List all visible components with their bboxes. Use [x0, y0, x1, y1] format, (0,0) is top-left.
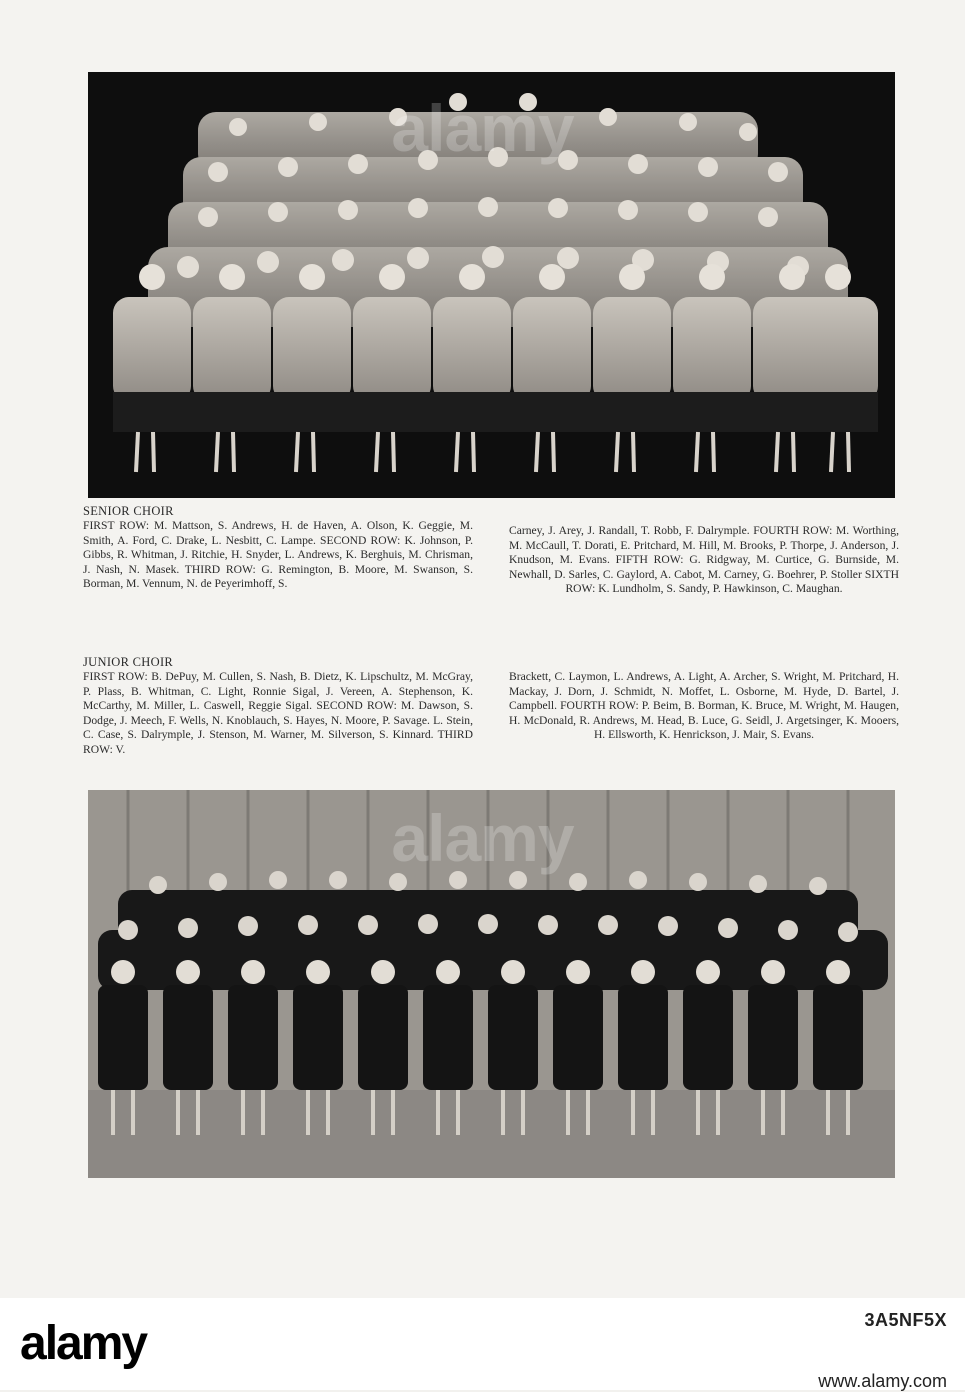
senior-choir-heading: SENIOR CHOIR — [83, 504, 174, 518]
junior-choir-photo — [88, 790, 895, 1178]
alamy-logo: alamy — [20, 1317, 147, 1370]
image-id: 3A5NF5X — [864, 1310, 947, 1330]
watermark: alamy — [391, 91, 574, 165]
junior-choir-names-right: Brackett, C. Laymon, L. Andrews, A. Light, A. Archer, S. Wright, M. Pritchard, H. Mackay, J. Dorn, J. Schmidt, N. Moffet, L. Osborne, M. Hyde, D. Bartel, J. Campbell. FOURTH ROW: P. Beim, B. Borman, K. Bruce, M. Wright, M. Haugen, H. McDonald, R. Andrews, M. Head, B. Luce, G. Seidl, J. Argetsinger, K. Mooers, H. Ellsworth, K. Henrickson, J. Mair, S. Evans. — [509, 670, 899, 742]
footer-bar — [0, 1298, 965, 1390]
junior-choir-heading: JUNIOR CHOIR — [83, 655, 174, 669]
junior-choir-names-left: FIRST ROW: B. DePuy, M. Cullen, S. Nash, B. Dietz, K. Lipschultz, M. McGray, P. Plass, B. Whitman, C. Light, Ronnie Sigal, J. Vereen, A. Stephenson, K. McCarthy, M. Miller, L. Caswell, Reggie Sigal. SECOND ROW: M. Dawson, S. Dodge, J. Meech, F. Wells, N. Knoblauch, S. Hayes, N. Moore, P. Savage. L. Stein, C. Case, S. Dalrymple, J. Stenson, M. Warner, M. Silverson, S. Kinnard. THIRD ROW: V. — [83, 670, 473, 756]
senior-choir-names-left: FIRST ROW: M. Mattson, S. Andrews, H. de Haven, A. Olson, K. Geggie, M. Smith, A. Ford, C. Drake, L. Nesbitt, C. Lampe. SECOND ROW: K. Johnson, P. Gibbs, R. Whitman, J. Ritchie, H. Snyder, L. Andrews, K. Berghuis, M. Chrisman, J. Nash, N. Masek. THIRD ROW: G. Remington, B. Moore, M. Swanson, S. Borman, M. Vennum, N. de Peyerimhoff, S. — [83, 519, 473, 591]
senior-choir-names-right: Carney, J. Arey, J. Randall, T. Robb, F. Dalrymple. FOURTH ROW: M. Worthing, M. McCaull, T. Dorati, E. Pritchard, M. Hill, M. Brooks, P. Thorpe, J. Anderson, J. Knudson, M. Evans. FIFTH ROW: G. Ridgway, M. Curtice, G. Burnside, M. Newhall, D. Sarles, C. Gaylord, A. Cabot, M. Carney, G. Boehrer, P. Stoller SIXTH ROW: K. Lundholm, S. Sandy, P. Hawkinson, C. Maughan. — [509, 524, 899, 596]
site-url: www.alamy.com — [818, 1371, 947, 1391]
watermark-lower: alamy — [391, 801, 574, 875]
footer-info — [818, 1310, 947, 1392]
senior-choir-photo — [88, 72, 895, 498]
